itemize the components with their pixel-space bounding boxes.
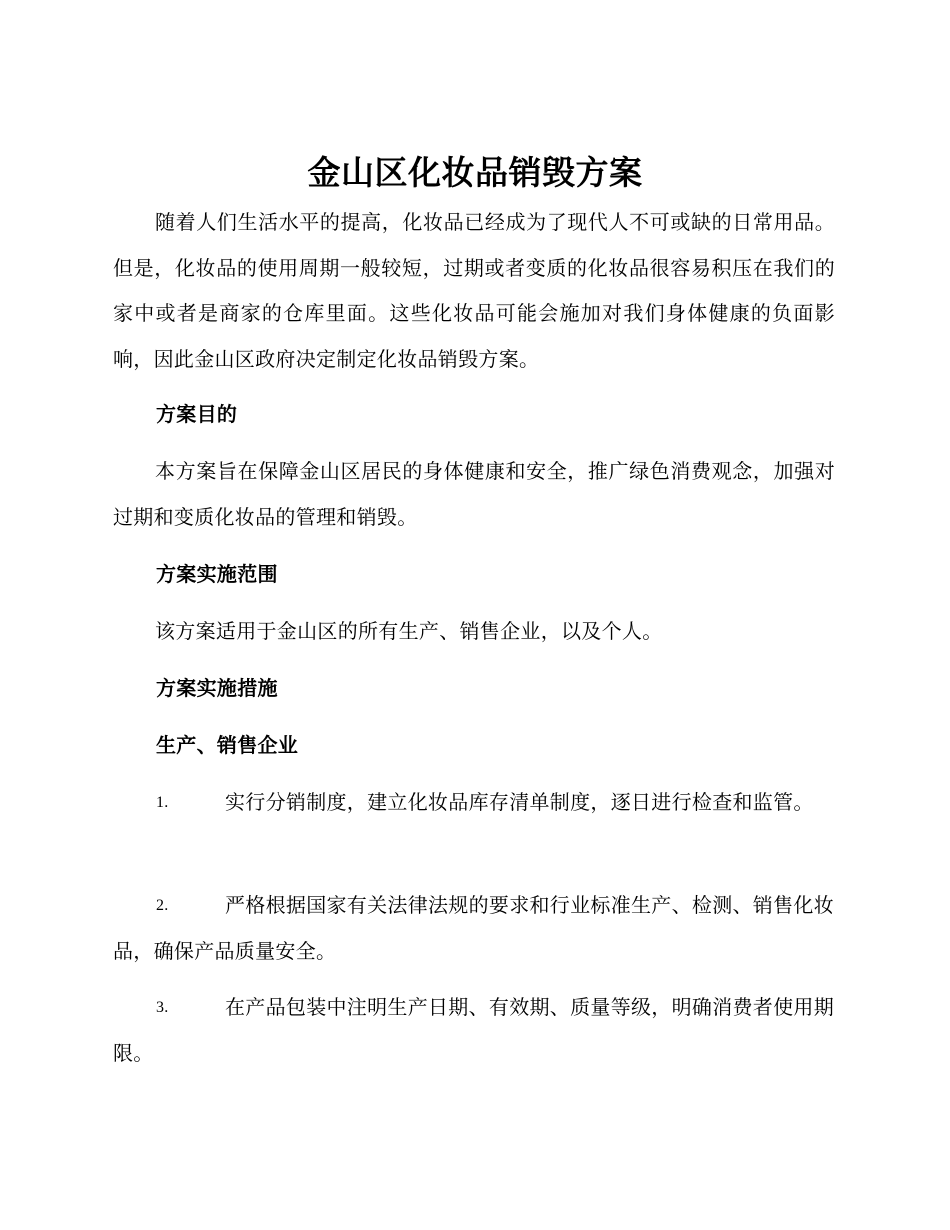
list-item [113, 883, 835, 974]
list-item-text: 在产品包装中注明生产日期、有效期、质量等级，明确消费者使用期限。 [113, 995, 834, 1065]
section-heading-scope: 方案实施范围 [156, 562, 278, 586]
list-item [113, 985, 835, 1076]
section-body-scope: 该方案适用于金山区的所有生产、销售企业，以及个人。 [155, 619, 663, 643]
section-body-purpose: 本方案旨在保障金山区居民的身体健康和安全，推广绿色消费观念，加强对过期和变质化妆品的管理和销毁。 [113, 459, 835, 529]
list-item-text: 实行分销制度，建立化妆品库存清单制度，逐日进行检查和监管。 [225, 790, 814, 814]
list-item-number: 3. [156, 999, 169, 1016]
section-heading-purpose: 方案目的 [156, 402, 238, 426]
list-item [113, 780, 835, 826]
list-item-number: 2. [156, 897, 169, 914]
page-title: 金山区化妆品销毁方案 [307, 153, 643, 192]
intro-paragraph: 随着人们生活水平的提高，化妆品已经成为了现代人不可或缺的日常用品。但是，化妆品的使用周期一般较短，过期或者变质的化妆品很容易积压在我们的家中或者是商家的仓库里面。这些化妆品可能会施加对我们身体健康的负面影响，因此金山区政府决定制定化妆品销毁方案。 [113, 210, 835, 371]
section-heading-measures: 方案实施措施 [156, 676, 278, 700]
subheading-enterprises: 生产、销售企业 [156, 733, 299, 757]
list-item-number: 1. [156, 794, 169, 811]
list-item-text: 严格根据国家有关法律法规的要求和行业标准生产、检测、销售化妆品，确保产品质量安全。 [113, 893, 834, 963]
